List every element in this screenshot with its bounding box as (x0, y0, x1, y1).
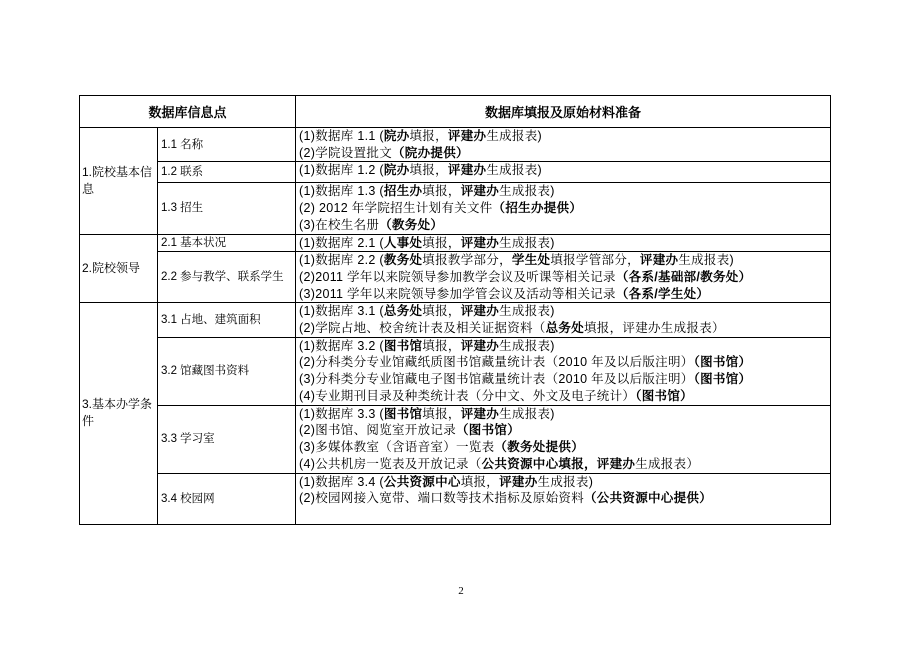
material-text-bold: 院办 (383, 163, 410, 178)
item-materials-cell (296, 234, 831, 252)
material-line (299, 128, 827, 145)
material-text-bold: 图书馆 (383, 406, 423, 421)
item-label-cell (158, 303, 296, 337)
table-row (80, 473, 831, 524)
material-text: 填报， (422, 235, 461, 250)
material-line (299, 456, 827, 473)
page-number: 2 (458, 585, 464, 597)
material-text-bold: （院办提供） (392, 145, 469, 160)
material-line (299, 145, 827, 162)
material-text-bold: 评建办 (447, 163, 487, 178)
material-text: (3)在校生名册 (299, 217, 380, 232)
material-line (299, 354, 827, 371)
material-line (299, 474, 827, 491)
material-text: 填报， (409, 163, 448, 178)
item-label-cell (158, 128, 296, 162)
material-text: 生成报表) (499, 304, 555, 319)
material-text: 生成报表) (499, 338, 555, 353)
item-label: 3.4 校园网 (161, 492, 215, 505)
material-text: 填报学管部分， (550, 253, 640, 268)
table-row (80, 162, 831, 183)
material-line (299, 303, 827, 320)
item-label-cell (158, 405, 296, 473)
material-line (299, 269, 827, 286)
material-text: (1)数据库 3.3 ( (299, 406, 384, 421)
item-materials-cell (296, 128, 831, 162)
material-line (299, 439, 827, 456)
material-text-bold: 评建办 (460, 338, 500, 353)
material-line (299, 371, 827, 388)
item-materials-cell (296, 162, 831, 183)
material-text: 填报， (409, 129, 448, 143)
item-label-cell (158, 162, 296, 183)
material-text-bold: 总务处 (383, 304, 423, 319)
material-text-bold: 评建办 (447, 129, 487, 143)
material-text-bold: （图书馆） (693, 355, 752, 370)
material-line (299, 388, 827, 405)
material-text: 填报， (460, 474, 500, 489)
item-materials-cell (296, 183, 831, 234)
material-text: (1)数据库 3.2 ( (299, 338, 384, 353)
item-label: 2.2 参与教学、联系学生 (161, 271, 284, 284)
table-row (80, 234, 831, 252)
material-text: 生成报表) (499, 235, 555, 250)
material-text: (3)2011 学年以来院领导参加学管会议及活动等相关记录 (299, 286, 616, 301)
table-row (80, 128, 831, 162)
item-label: 3.3 学习室 (161, 433, 215, 446)
material-text-bold: 公共资源中心 (383, 474, 461, 489)
material-text: (3)多媒体教室（含语音室）一览表 (299, 440, 495, 455)
section-label-cell (80, 303, 158, 524)
item-materials-cell (296, 405, 831, 473)
material-line (299, 217, 827, 234)
material-text: (2)分科类分专业馆藏纸质图书馆藏量统计表（2010 年及以后版注明） (299, 355, 694, 370)
table-row (80, 303, 831, 337)
material-text: (1)数据库 1.2 ( (299, 163, 384, 178)
table-row (80, 183, 831, 234)
material-text: 填报， (422, 406, 461, 421)
material-text-bold: 教务处 (383, 253, 423, 268)
material-text: (2)学院设置批文 (299, 145, 392, 160)
material-text: 生成报表) (537, 474, 594, 489)
item-label-cell (158, 183, 296, 234)
item-materials-cell (296, 473, 831, 524)
material-text-bold: 评建办 (499, 474, 538, 489)
material-text-bold: 评建办 (460, 184, 500, 199)
material-text: (2)图书馆、阅览室开放记录 (299, 423, 456, 438)
material-text: (2)2011 学年以来院领导参加教学会议及听课等相关记录 (299, 269, 616, 284)
header-materials: 数据库填报及原始材料准备 (296, 96, 831, 128)
table-header (80, 96, 831, 128)
material-text-bold: 评建办 (460, 235, 500, 250)
material-text: 生成报表) (499, 184, 555, 199)
material-text-bold: 人事处 (383, 235, 423, 250)
material-line (299, 200, 827, 217)
material-line (299, 235, 827, 252)
requirements-table (79, 95, 831, 525)
material-text: (2) 2012 年学院招生计划有关文件 (299, 201, 493, 216)
material-line (299, 422, 827, 439)
material-text: 填报， (422, 304, 461, 319)
material-text-bold: （图书馆） (456, 423, 521, 438)
material-line (299, 252, 827, 269)
section-label: 3.基本办学条件 (82, 397, 153, 429)
table-row (80, 252, 831, 303)
material-text-bold: 评建办 (460, 406, 500, 421)
material-text-bold: 学生处 (511, 253, 551, 268)
material-text-bold: （各系/学生处） (615, 286, 710, 301)
item-label: 1.1 名称 (161, 138, 204, 151)
material-text: (1)数据库 3.1 ( (299, 304, 384, 319)
material-text: 生成报表) (678, 253, 734, 268)
material-line (299, 338, 827, 355)
item-materials-cell (296, 337, 831, 405)
material-text: 生成报表) (486, 129, 542, 143)
item-label: 3.1 占地、建筑面积 (161, 314, 261, 327)
material-text-bold: （图书馆） (693, 372, 752, 387)
item-label-cell (158, 234, 296, 252)
material-text: 填报， (422, 184, 461, 199)
material-text: 生成报表) (486, 163, 542, 178)
material-text: (3)分科类分专业馆藏电子图书馆藏量统计表（2010 年及以后版注明） (299, 372, 694, 387)
section-label: 1.院校基本信息 (82, 164, 153, 196)
table-body (80, 128, 831, 525)
material-text: 生成报表） (635, 456, 700, 471)
material-text: (1)数据库 1.1 ( (299, 129, 384, 143)
item-materials-cell (296, 303, 831, 337)
material-text-bold: 图书馆 (383, 338, 423, 353)
material-text-bold: 评建办 (460, 304, 500, 319)
item-label: 1.2 联系 (161, 166, 204, 179)
material-text-bold: （教务处提供） (494, 440, 585, 455)
item-materials-cell (296, 252, 831, 303)
material-text-bold: 评建办 (639, 253, 679, 268)
material-text: (1)数据库 2.1 ( (299, 235, 384, 250)
item-label-cell (158, 252, 296, 303)
material-line (299, 183, 827, 200)
material-line (299, 320, 827, 337)
header-row (80, 96, 831, 128)
material-line (299, 490, 827, 507)
material-text: (1)数据库 1.3 ( (299, 184, 384, 199)
material-line (299, 406, 827, 423)
material-text-bold: （教务处） (379, 217, 444, 232)
section-label-cell (80, 128, 158, 235)
material-text: 生成报表) (499, 406, 555, 421)
section-label: 2.院校领导 (82, 260, 141, 275)
material-text-bold: 总务处 (545, 321, 584, 336)
material-text-bold: （各系/基础部/教务处） (615, 269, 752, 284)
material-text-bold: （公共资源中心提供） (584, 491, 713, 506)
material-line (299, 162, 827, 179)
table-row (80, 405, 831, 473)
material-text-bold: 公共资源中心填报，评建办 (481, 456, 636, 471)
table-row (80, 337, 831, 405)
item-label: 3.2 馆藏图书资料 (161, 365, 250, 378)
section-label-cell (80, 234, 158, 303)
material-text: 填报，评建办生成报表） (584, 321, 725, 336)
material-text: (2)校园网接入宽带、端口数等技术指标及原始资料 (299, 491, 584, 506)
material-text: (1)数据库 2.2 ( (299, 253, 384, 268)
material-text: (1)数据库 3.4 ( (299, 474, 384, 489)
material-text: (4)公共机房一览表及开放记录（ (299, 456, 482, 471)
material-text-bold: 招生办 (383, 184, 423, 199)
material-text-bold: 院办 (383, 129, 410, 143)
item-label-cell (158, 473, 296, 524)
item-label: 2.1 基本状况 (161, 236, 227, 249)
header-info-point: 数据库信息点 (80, 96, 296, 128)
material-text: (2)学院占地、校舍统计表及相关证据资料（ (299, 321, 546, 336)
material-line (299, 286, 827, 303)
material-text-bold: （招生办提供） (492, 201, 583, 216)
material-text-bold: （图书馆） (635, 388, 693, 403)
material-text: 填报教学部分， (422, 253, 512, 268)
item-label-cell (158, 337, 296, 405)
item-label: 1.3 招生 (161, 202, 204, 215)
material-text: 填报， (422, 338, 461, 353)
material-text: (4)专业期刊目录及种类统计表（分中文、外文及电子统计） (299, 388, 636, 403)
